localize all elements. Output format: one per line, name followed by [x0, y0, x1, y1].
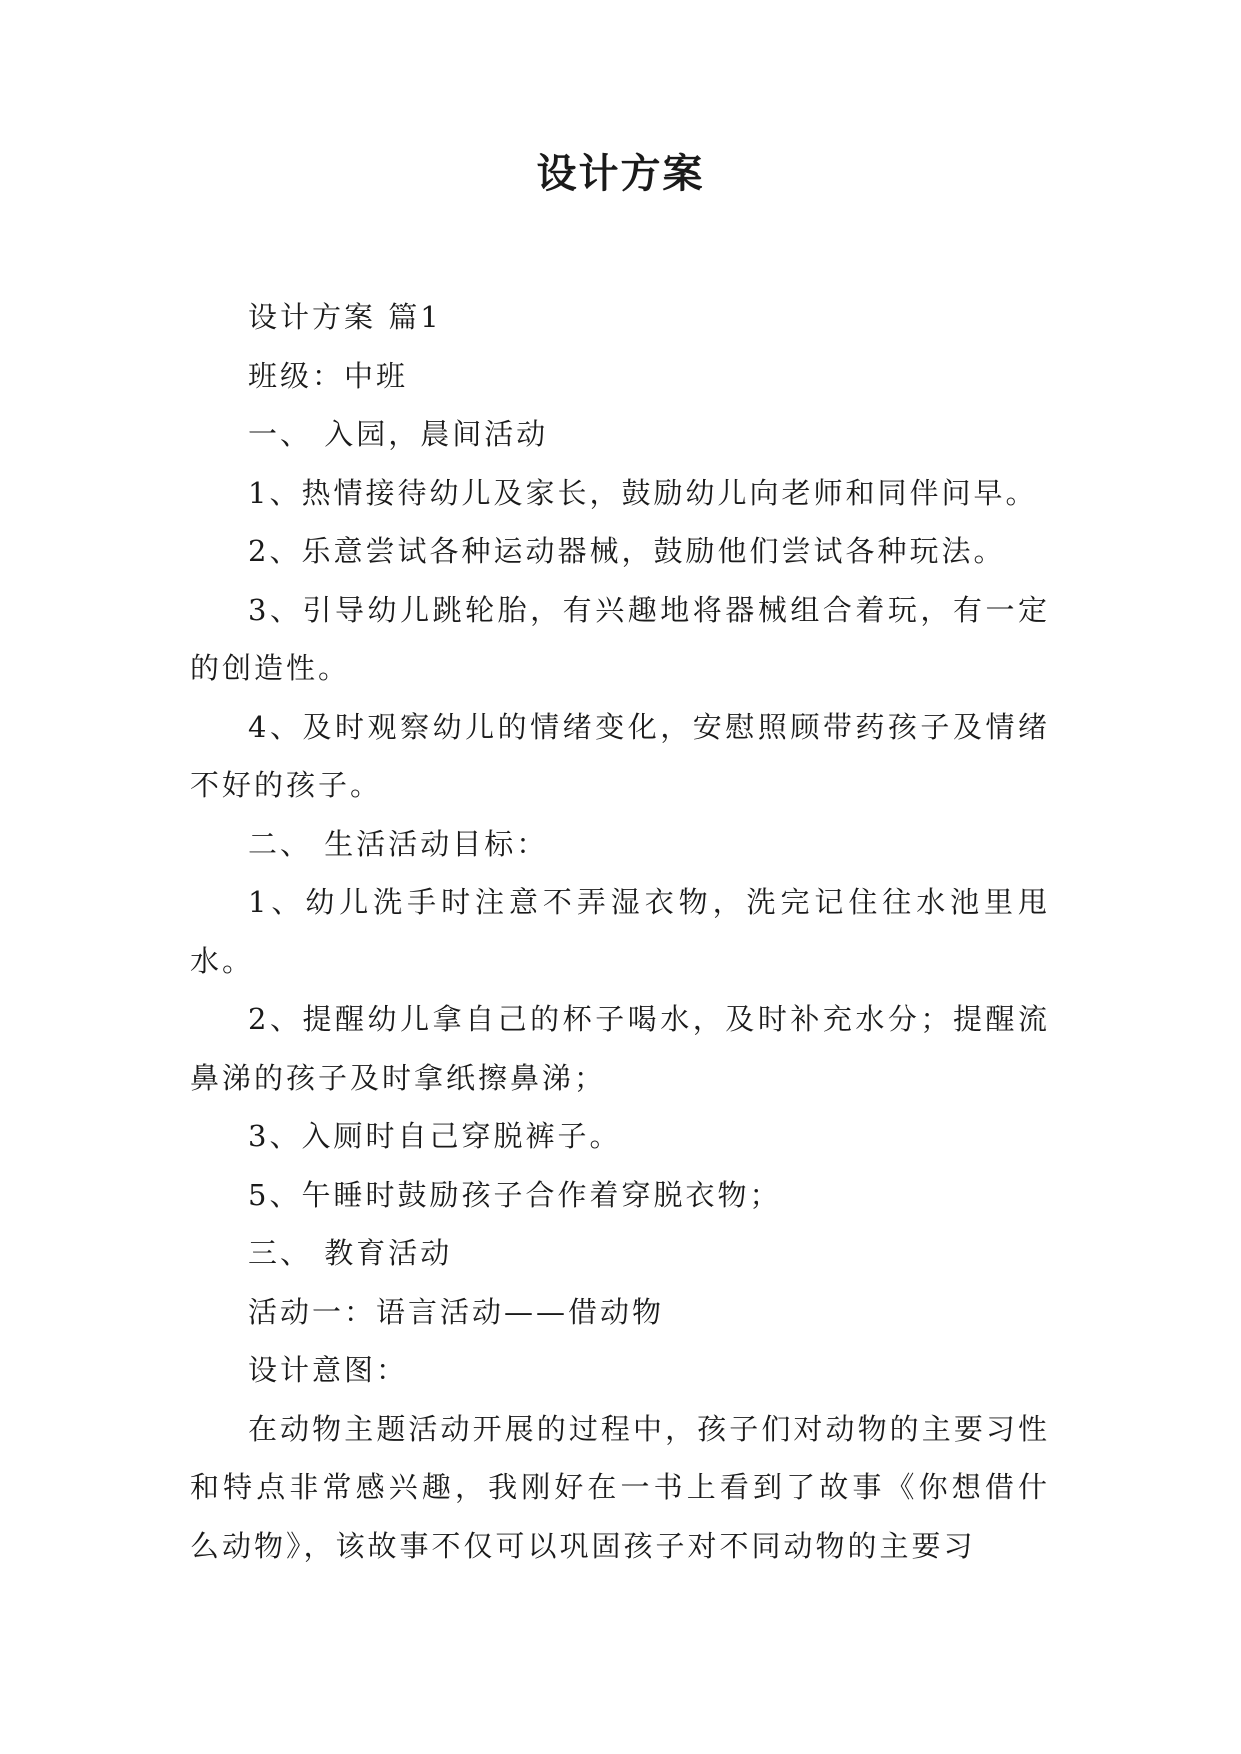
part-two-heading: 二、 生活活动目标：	[248, 826, 549, 861]
paragraph: 2、乐意尝试各种运动器械，鼓励他们尝试各种玩法。	[248, 534, 1006, 568]
paragraph: 3、入厕时自己穿脱裤子。	[248, 1119, 622, 1153]
paragraph: 1、热情接待幼儿及家长，鼓励幼儿向老师和同伴问早。	[248, 475, 1038, 510]
class-line: 班级：中班	[248, 358, 409, 393]
document-title: 设计方案	[536, 150, 705, 197]
section-heading: 设计方案 篇1	[248, 300, 442, 334]
part-one-heading: 一、 入园，晨间活动	[248, 417, 549, 451]
paragraph: 5、午睡时鼓励孩子合作着穿脱衣物；	[248, 1177, 782, 1212]
paragraph: 在动物主题活动开展的过程中，孩子们对动物的主要习性和特点非常感兴趣，我刚好在一书上看到了故事《你想借什么动物》，该故事不仅可以巩固孩子对不同动物的主要习	[190, 1411, 1050, 1563]
activity-title: 活动一：语言活动——借动物	[248, 1294, 665, 1329]
paragraph: 2、提醒幼儿拿自己的杯子喝水，及时补充水分；提醒流鼻涕的孩子及时拿纸擦鼻涕；	[190, 1002, 1050, 1095]
paragraph: 1、幼儿洗手时注意不弄湿衣物，洗完记住往水池里甩水。	[190, 885, 1050, 978]
design-intent-label: 设计意图：	[248, 1353, 409, 1387]
document-body	[190, 288, 1050, 1575]
paragraph: 4、及时观察幼儿的情绪变化，安慰照顾带药孩子及情绪不好的孩子。	[190, 709, 1050, 802]
paragraph: 3、引导幼儿跳轮胎，有兴趣地将器械组合着玩，有一定的创造性。	[190, 592, 1050, 685]
part-three-heading: 三、 教育活动	[248, 1236, 453, 1270]
